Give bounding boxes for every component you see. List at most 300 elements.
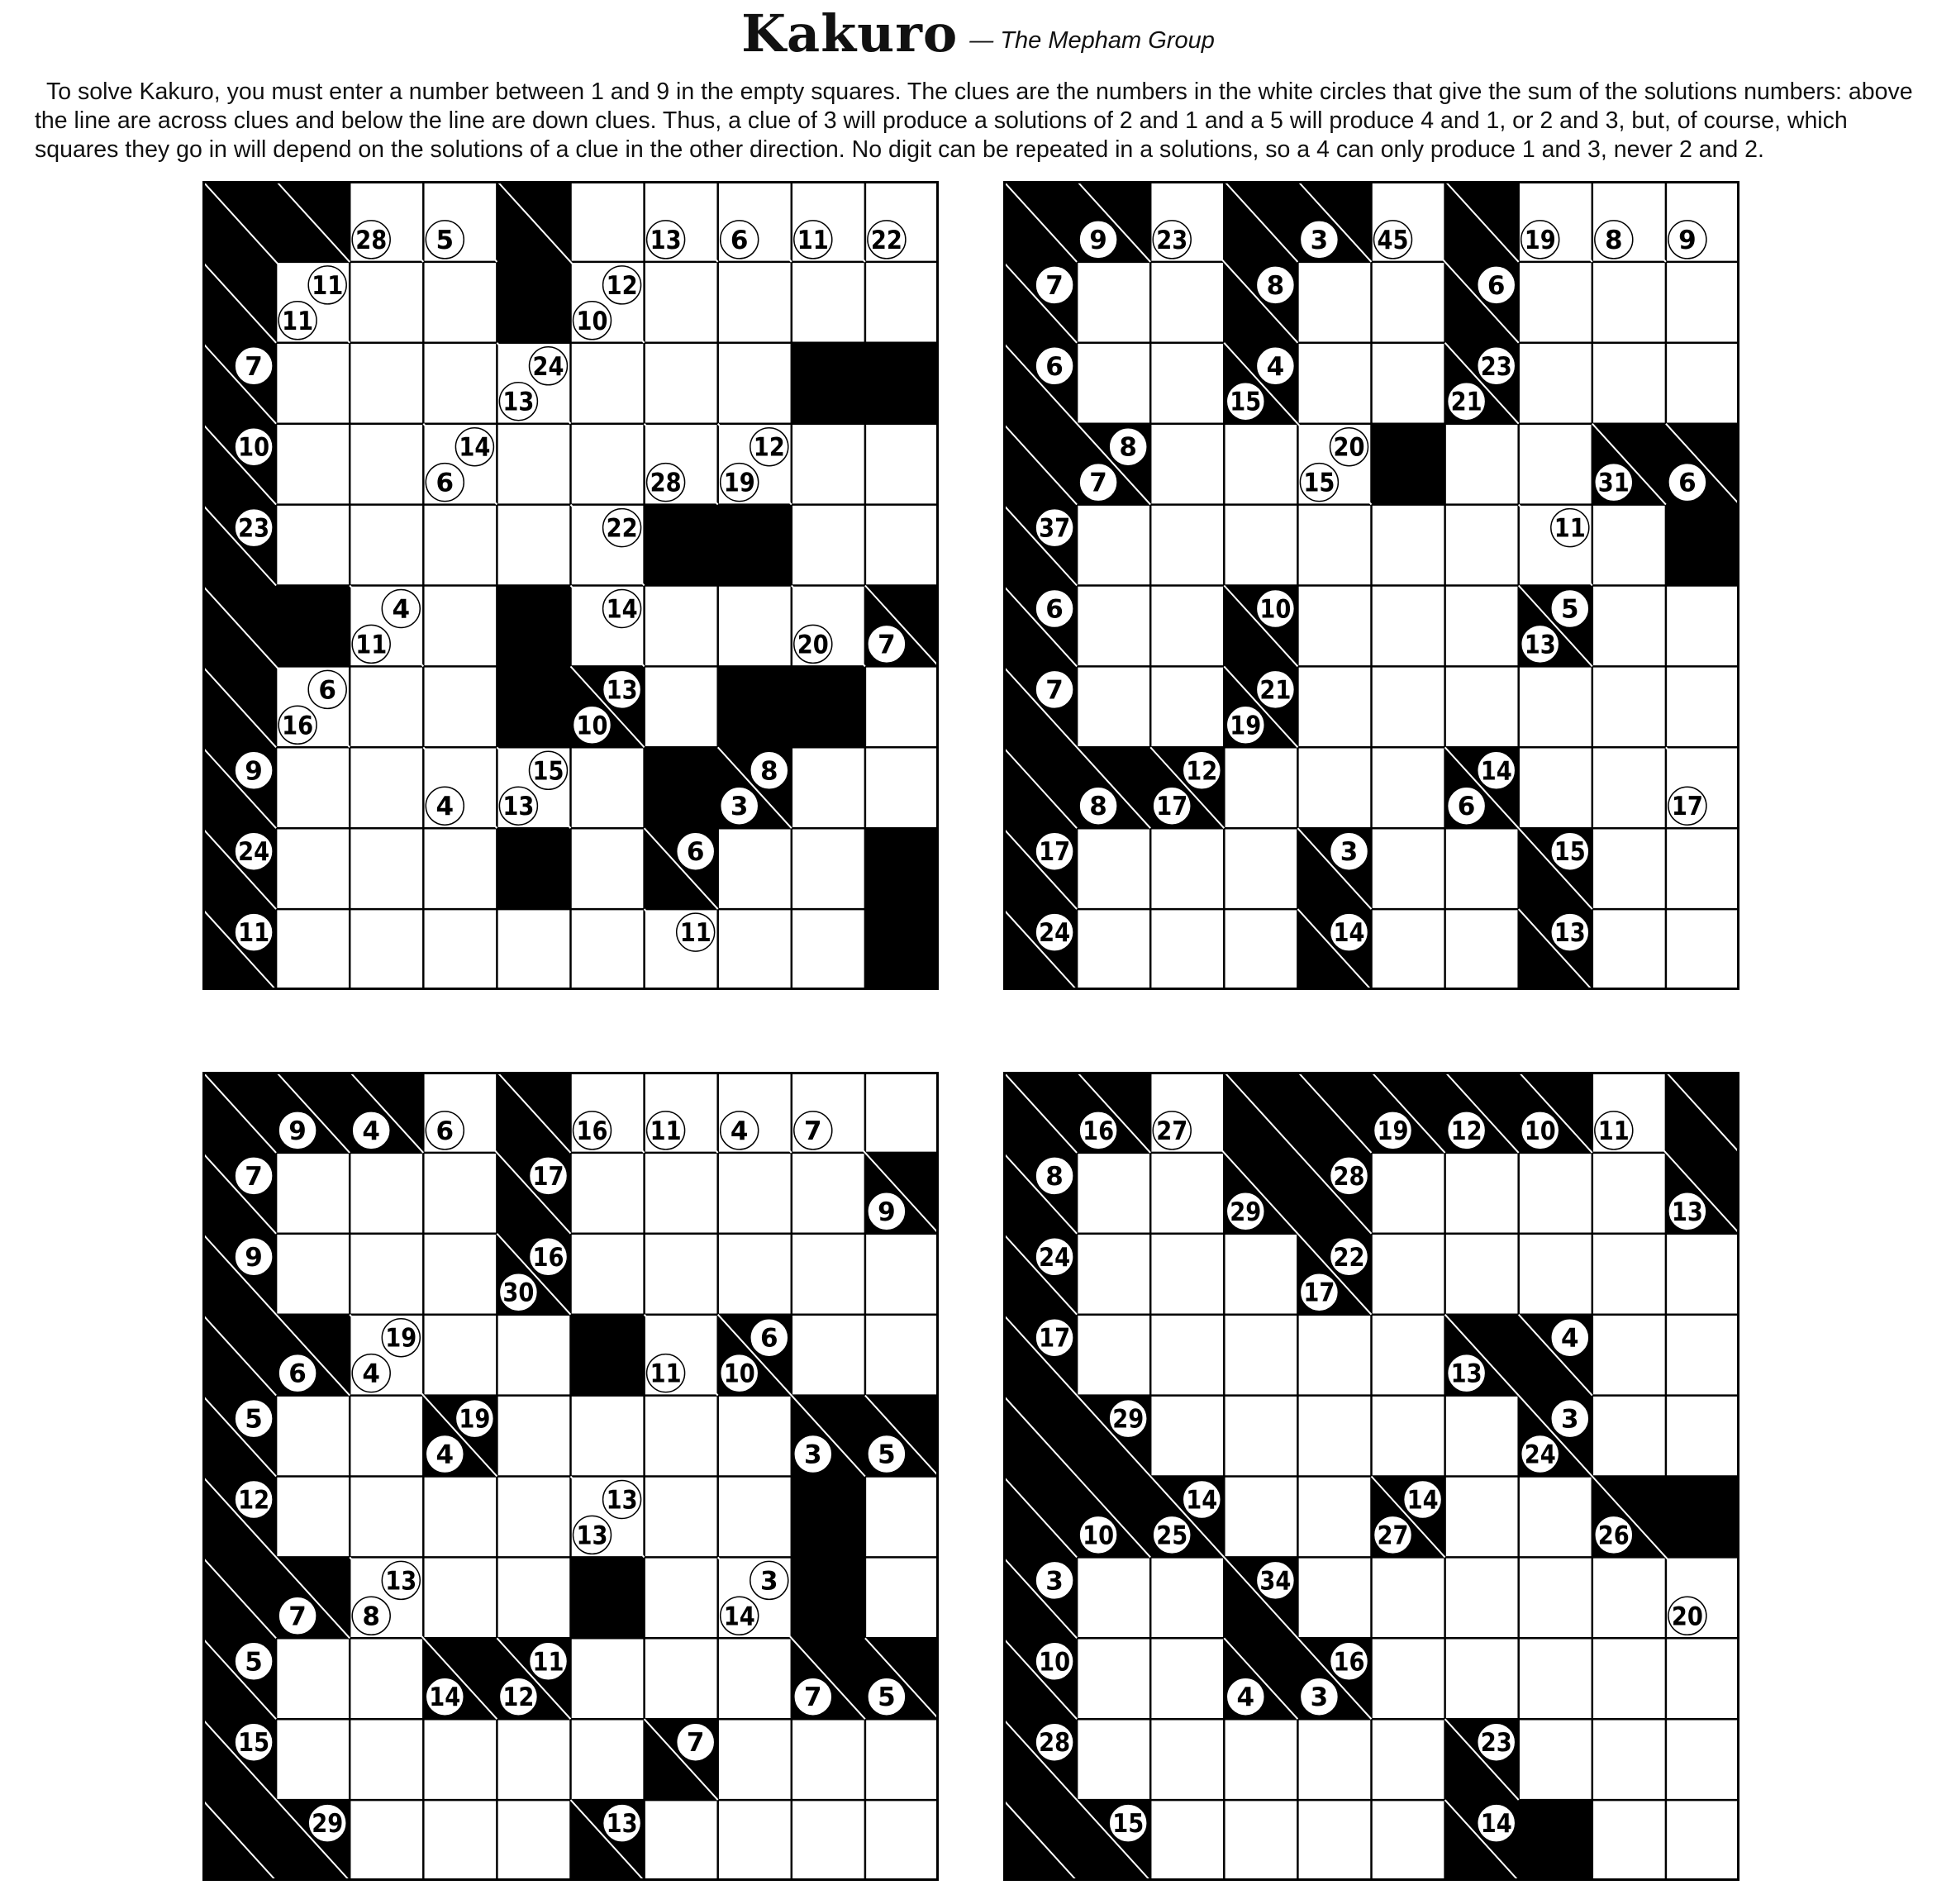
clue-cell [1035,832,1073,870]
kakuro-puzzle-2 [1003,181,1739,990]
svg-text:3: 3 [730,792,749,822]
across-clue [1330,832,1368,870]
down-clue [1153,1516,1191,1554]
down-clue [1153,1111,1191,1150]
clue-cell [235,751,273,789]
clue-cell [1668,464,1706,502]
down-clue [794,1678,832,1716]
across-clue [530,1642,568,1680]
across-clue [235,913,273,951]
down-clue [499,383,537,421]
clue-cell [1035,670,1073,708]
svg-text:8: 8 [760,756,778,787]
svg-text:16: 16 [282,711,314,741]
across-clue [1330,428,1368,466]
down-clue [794,221,832,259]
across-clue [455,428,493,466]
kakuro-board-4 [1003,1072,1739,1881]
svg-text:13: 13 [502,792,535,822]
down-clue [1226,1192,1264,1230]
down-clue [573,706,612,744]
clue-cell [1109,1804,1147,1842]
svg-text:13: 13 [650,225,682,255]
svg-text:12: 12 [606,270,638,301]
across-clue [235,1723,273,1761]
across-clue [1035,1723,1073,1761]
svg-text:24: 24 [532,351,564,382]
block-cell [792,1557,866,1638]
down-clue [1374,1111,1412,1150]
svg-text:14: 14 [459,432,491,463]
svg-text:11: 11 [679,918,711,949]
svg-text:14: 14 [723,1602,755,1632]
svg-text:6: 6 [435,1116,454,1146]
down-clue [1448,1111,1486,1150]
across-clue [235,1238,273,1276]
svg-text:27: 27 [1156,1116,1188,1146]
down-clue [721,221,759,259]
clue-cell [235,913,273,951]
svg-text:10: 10 [1259,594,1292,625]
down-clue [868,221,906,259]
down-clue [1668,464,1706,502]
down-clue [794,1111,832,1150]
svg-text:11: 11 [650,1116,682,1146]
svg-text:37: 37 [1039,513,1071,544]
svg-text:10: 10 [238,432,270,463]
across-clue [235,428,273,466]
clue-cell [603,509,641,547]
across-clue [603,266,641,304]
svg-text:7: 7 [288,1602,307,1632]
across-clue [1551,1319,1589,1357]
clue-cell [1035,1723,1073,1761]
svg-text:10: 10 [1083,1521,1115,1551]
across-clue [1256,347,1294,385]
across-clue [308,1804,346,1842]
svg-text:7: 7 [804,1116,822,1146]
across-clue [235,751,273,789]
clue-cell [1079,1516,1117,1554]
clue-cell [1521,221,1559,259]
down-clue [1668,1597,1706,1635]
down-clue [573,1111,612,1150]
clue-cell [1330,832,1368,870]
clue-cell [573,1111,612,1150]
svg-text:21: 21 [1450,387,1482,417]
across-clue [235,347,273,385]
clue-cell [235,1400,273,1438]
svg-text:24: 24 [238,837,270,868]
across-clue [1183,1481,1221,1519]
clue-cell [1668,1597,1706,1635]
clue-cell [1035,1157,1073,1195]
clue-cell [1448,1111,1486,1150]
svg-text:11: 11 [532,1647,564,1678]
across-clue [750,1319,788,1357]
svg-text:23: 23 [1480,1728,1512,1759]
down-clue [499,787,537,825]
clue-cell [1521,1111,1559,1150]
clue-cell [647,464,685,502]
across-clue [1035,913,1073,951]
clue-cell [530,1157,568,1195]
across-clue [603,1804,641,1842]
across-clue [235,1157,273,1195]
block-cell [497,666,571,747]
svg-text:6: 6 [1457,792,1476,822]
svg-text:17: 17 [1671,792,1703,822]
kakuro-board-2 [1003,181,1739,990]
svg-text:28: 28 [650,468,682,498]
clue-cell [677,1723,715,1761]
clue-cell [1035,347,1073,385]
across-clue [1109,1400,1147,1438]
clue-cell [278,1597,316,1635]
down-clue [1374,221,1412,259]
down-clue [278,706,316,744]
svg-text:5: 5 [878,1440,896,1470]
down-clue [426,464,464,502]
svg-text:16: 16 [532,1242,564,1273]
clue-cell [1035,1238,1073,1276]
svg-text:13: 13 [385,1566,417,1597]
svg-text:24: 24 [1039,1242,1071,1273]
across-clue [308,670,346,708]
clue-cell [1035,266,1073,304]
down-clue [1521,1435,1559,1473]
across-clue [235,832,273,870]
svg-text:14: 14 [606,594,638,625]
svg-text:7: 7 [804,1683,822,1713]
svg-text:8: 8 [1119,432,1137,463]
svg-text:15: 15 [1230,387,1262,417]
down-clue [426,1435,464,1473]
clue-cell [1035,590,1073,628]
across-clue [1035,1238,1073,1276]
svg-text:4: 4 [435,1440,454,1470]
clue-cell [235,1481,273,1519]
down-clue [278,302,316,340]
block-cell [865,343,939,424]
clue-cell [1330,913,1368,951]
across-clue [1478,751,1516,789]
svg-text:5: 5 [1561,594,1579,625]
clue-cell [1035,1319,1073,1357]
svg-text:9: 9 [245,1242,263,1273]
across-clue [235,1642,273,1680]
svg-text:3: 3 [1340,837,1359,868]
clue-cell [868,1192,906,1230]
across-clue [677,832,715,870]
down-clue [1521,1111,1559,1150]
down-clue [794,625,832,663]
svg-text:10: 10 [576,711,608,741]
clue-cell [235,347,273,385]
svg-text:5: 5 [878,1683,896,1713]
down-clue [721,1354,759,1392]
clue-cell [1595,1111,1633,1150]
down-clue [426,1111,464,1150]
svg-text:6: 6 [318,675,336,706]
across-clue [1035,347,1073,385]
svg-text:21: 21 [1259,675,1292,706]
down-clue [647,1111,685,1150]
svg-text:14: 14 [1480,1809,1512,1840]
svg-text:7: 7 [1045,675,1064,706]
block-cell [497,828,571,909]
block-cell [1372,424,1446,505]
svg-text:20: 20 [1671,1602,1703,1632]
kakuro-puzzle-1 [202,181,939,990]
across-clue [530,1238,568,1276]
down-clue [278,1597,316,1635]
kakuro-puzzle-3 [202,1072,939,1881]
svg-text:3: 3 [1310,225,1329,255]
svg-text:13: 13 [1671,1197,1703,1227]
down-clue [1521,221,1559,259]
down-clue [1079,787,1117,825]
across-clue [1256,590,1294,628]
down-clue [573,1516,612,1554]
down-clue [1300,464,1338,502]
svg-text:12: 12 [753,432,785,463]
clue-cell [1035,1561,1073,1599]
page-title: Kakuro [741,3,959,64]
svg-text:17: 17 [1156,792,1188,822]
across-clue [1256,266,1294,304]
clue-cell [308,1804,346,1842]
svg-text:7: 7 [878,630,896,660]
svg-text:13: 13 [606,1809,638,1840]
down-clue [573,302,612,340]
across-clue [1478,347,1516,385]
clue-cell [1300,221,1338,259]
clue-cell [1226,1192,1264,1230]
clue-cell [1256,266,1294,304]
svg-text:6: 6 [1678,468,1697,498]
down-clue [1595,1516,1633,1554]
clue-cell [1478,1804,1516,1842]
svg-text:9: 9 [1089,225,1107,255]
down-clue [426,1678,464,1716]
svg-text:11: 11 [650,1359,682,1389]
clue-cell [1035,509,1073,547]
svg-text:4: 4 [362,1359,380,1389]
across-clue [1551,590,1589,628]
svg-text:14: 14 [429,1683,461,1713]
down-clue [1300,1678,1338,1716]
svg-text:14: 14 [1406,1485,1439,1516]
down-clue [868,625,906,663]
clue-cell [1256,590,1294,628]
svg-text:3: 3 [1561,1404,1579,1435]
down-clue [1226,1678,1264,1716]
clue-cell [677,913,715,951]
svg-text:16: 16 [576,1116,608,1146]
block-cell [865,909,939,990]
svg-text:12: 12 [238,1485,270,1516]
down-clue [1153,787,1191,825]
across-clue [1256,1561,1294,1599]
svg-text:34: 34 [1259,1566,1292,1597]
svg-text:31: 31 [1597,468,1630,498]
clue-cell [1551,913,1589,951]
block-cell [792,666,866,747]
across-clue [750,1561,788,1599]
block-cell [792,1477,866,1558]
svg-text:8: 8 [362,1602,380,1632]
down-clue [647,1354,685,1392]
svg-text:6: 6 [288,1359,307,1389]
across-clue [603,509,641,547]
across-clue [1035,1157,1073,1195]
svg-text:17: 17 [1039,1323,1071,1354]
svg-text:29: 29 [1230,1197,1262,1227]
svg-text:10: 10 [576,306,608,336]
svg-text:4: 4 [730,1116,749,1146]
down-clue [1153,221,1191,259]
block-cell [571,1557,645,1638]
svg-text:4: 4 [392,594,411,625]
svg-text:22: 22 [870,225,902,255]
block-cell [497,262,571,343]
svg-text:15: 15 [532,756,564,787]
across-clue [382,1319,420,1357]
down-clue [1668,221,1706,259]
down-clue [1448,383,1486,421]
clue-cell [1226,1678,1264,1716]
clue-cell [1551,509,1589,547]
svg-text:5: 5 [435,225,454,255]
down-clue [1226,706,1264,744]
svg-text:6: 6 [730,225,749,255]
down-clue [721,464,759,502]
across-clue [235,1481,273,1519]
down-clue [1668,1192,1706,1230]
across-clue [750,428,788,466]
clue-cell [1079,787,1117,825]
svg-text:3: 3 [804,1440,822,1470]
clue-cell [352,1111,390,1150]
page-header [0,0,1956,68]
svg-text:11: 11 [312,270,344,301]
down-clue [352,1597,390,1635]
svg-text:45: 45 [1377,225,1409,255]
clue-cell [868,221,906,259]
svg-text:14: 14 [1186,1485,1218,1516]
down-clue [1595,221,1633,259]
svg-text:6: 6 [435,468,454,498]
svg-text:6: 6 [686,837,705,868]
across-clue [1035,1642,1073,1680]
across-clue [1109,428,1147,466]
across-clue [1330,913,1368,951]
svg-text:19: 19 [459,1404,491,1435]
clue-cell [794,1111,832,1150]
svg-text:7: 7 [245,351,263,382]
svg-text:7: 7 [1045,270,1064,301]
clue-cell [603,1804,641,1842]
svg-text:19: 19 [1230,711,1262,741]
block-cell [792,343,866,424]
svg-text:11: 11 [797,225,829,255]
across-clue [750,751,788,789]
clue-cell [1153,221,1191,259]
clue-cell [278,1354,316,1392]
block-cell [718,666,792,747]
clue-cell [1668,1192,1706,1230]
clue-cell [868,1435,906,1473]
across-clue [603,1481,641,1519]
svg-text:14: 14 [1480,756,1512,787]
svg-text:9: 9 [878,1197,896,1227]
svg-text:11: 11 [1597,1116,1630,1146]
svg-text:4: 4 [435,792,454,822]
svg-text:8: 8 [1266,270,1285,301]
clue-cell [1374,221,1412,259]
kakuro-board-1 [202,181,939,990]
svg-text:3: 3 [760,1566,778,1597]
across-clue [1035,266,1073,304]
svg-text:4: 4 [1236,1683,1255,1713]
across-clue [1035,509,1073,547]
svg-text:27: 27 [1377,1521,1409,1551]
clue-cell [278,1111,316,1150]
clue-cell [1330,1157,1368,1195]
svg-text:12: 12 [502,1683,535,1713]
clue-cell [1256,1561,1294,1599]
page-subtitle: — The Mepham Group [969,26,1215,54]
clue-cell [603,590,641,628]
across-clue [1330,1157,1368,1195]
clue-cell [235,832,273,870]
svg-text:4: 4 [1561,1323,1579,1354]
svg-text:17: 17 [532,1161,564,1192]
across-clue [1183,751,1221,789]
down-clue [1226,383,1264,421]
down-clue [1595,464,1633,502]
block-cell [571,1315,645,1396]
clue-cell [1374,1111,1412,1150]
across-clue [1330,1238,1368,1276]
down-clue [1079,221,1117,259]
across-clue [1478,266,1516,304]
down-clue [721,1111,759,1150]
svg-text:4: 4 [1266,351,1285,382]
svg-text:17: 17 [1039,837,1071,868]
block-cell [865,828,939,909]
down-clue [1300,1273,1338,1311]
clue-cell [794,625,832,663]
svg-text:13: 13 [1554,918,1586,949]
clue-cell [1109,1400,1147,1438]
svg-text:15: 15 [238,1728,270,1759]
svg-text:4: 4 [362,1116,380,1146]
svg-text:8: 8 [1089,792,1107,822]
across-clue [235,509,273,547]
svg-text:19: 19 [1524,225,1556,255]
svg-text:11: 11 [282,306,314,336]
kakuro-board-3 [202,1072,939,1881]
down-clue [794,1435,832,1473]
down-clue [426,221,464,259]
svg-text:13: 13 [606,675,638,706]
svg-text:19: 19 [723,468,755,498]
down-clue [352,625,390,663]
down-clue [352,1111,390,1150]
block-cell [497,586,571,667]
